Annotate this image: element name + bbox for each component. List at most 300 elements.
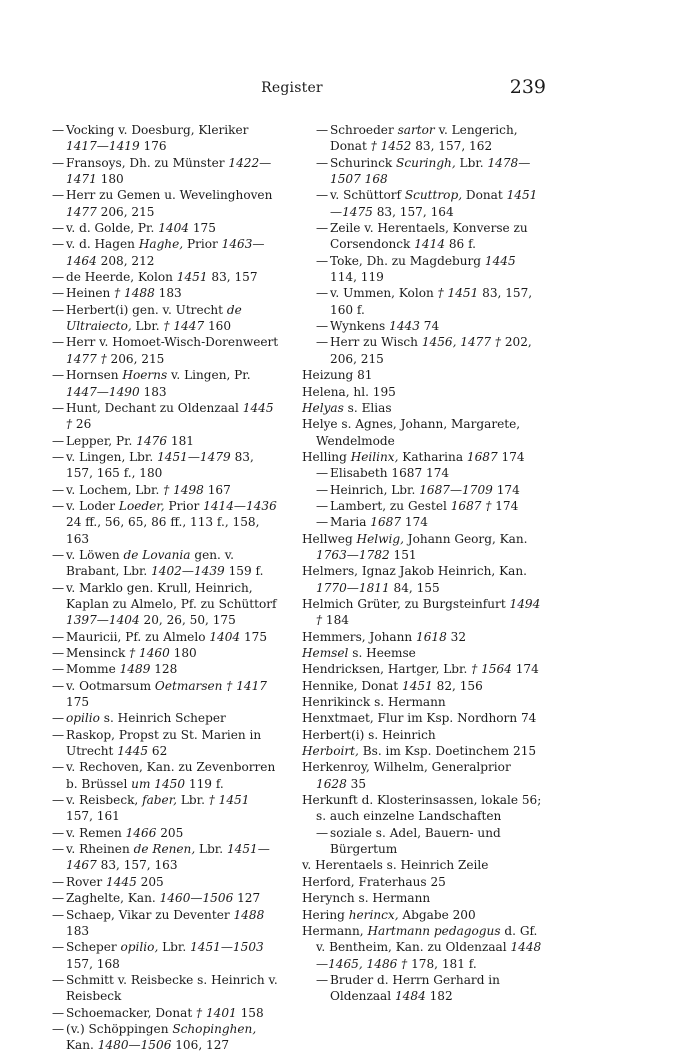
index-entry (302, 825, 544, 858)
entry-text: s. Heemse (348, 646, 416, 660)
entry-text: 174 (497, 449, 525, 464)
entry-text: Wynkens (330, 319, 390, 334)
italic-text: † 1401 (196, 1005, 237, 1020)
italic-text: Helwig, (356, 531, 404, 546)
entry-text: Katharina (398, 449, 467, 464)
entry-text: v. Rechoven, Kan. zu Zevenborren b. Brüssel (66, 760, 276, 791)
index-entry (38, 580, 280, 629)
sub-entry-dash: — (52, 1005, 65, 1020)
entry-text: Mensinck (66, 646, 130, 660)
entry-text: Heinrich, Lbr. (330, 482, 420, 497)
entry-text: v. d. Hagen (66, 237, 139, 252)
entry-text: Schroeder (330, 123, 398, 137)
index-entry (302, 792, 544, 825)
italic-text: 1687 (466, 449, 498, 464)
entry-text: Schmitt v. Reisbecke s. Heinrich v. Reisbeck (66, 972, 278, 1004)
entry-text: 151 (389, 547, 417, 562)
entry-text: v. Ummen, Kolon (330, 286, 438, 301)
italic-text: 1445 † (66, 400, 274, 432)
entry-text: 208, 212 (96, 253, 155, 268)
italic-text: † 1447 (163, 319, 205, 334)
entry-text: 160 (204, 319, 232, 334)
entry-text: 176 (139, 139, 167, 154)
italic-text: faber, (142, 793, 178, 808)
italic-text: 1402—1439 (151, 564, 225, 579)
entry-text: Helye s. Agnes, Johann, Margarete, Wendelmode (302, 417, 521, 448)
index-entry (38, 236, 280, 269)
index-entry (302, 661, 544, 677)
entry-text: Elisabeth 1687 174 (330, 466, 450, 481)
entry-text: v. Lochem, Lbr. (66, 482, 164, 497)
italic-text: 1466 (125, 825, 157, 840)
entry-text: 205 (136, 874, 164, 889)
index-entry (302, 285, 544, 318)
entry-text: 83, 157, 165 f., 180 (66, 449, 254, 481)
entry-text: 83, 157, 160 f. (330, 286, 533, 317)
index-entry (38, 939, 280, 972)
italic-text: opilio, (120, 940, 159, 955)
sub-entry-dash: — (52, 678, 65, 693)
entry-text: 83, 157, 163 (96, 858, 178, 873)
index-entry (302, 678, 544, 694)
italic-text: 1445 (106, 874, 137, 889)
index-entry (302, 694, 544, 710)
entry-text: 175 (66, 695, 90, 710)
sub-entry-dash: — (316, 188, 329, 203)
entry-text: Lbr. (131, 319, 164, 334)
italic-text: 1463—1464 (66, 237, 265, 268)
index-entry (38, 972, 280, 1005)
index-entry (38, 449, 280, 482)
entry-text: 159 f. (224, 564, 264, 579)
entry-text: Raskop, Propst zu St. Marien in Utrecht (66, 727, 262, 759)
entry-text: de Heerde, Kolon (66, 270, 177, 285)
index-entry (38, 841, 280, 874)
index-entry (302, 727, 544, 743)
sub-entry-dash: — (52, 940, 65, 955)
entry-text: Momme (66, 662, 120, 677)
entry-text: 24 ff., 56, 65, 86 ff., 113 f., 158, 163 (66, 515, 260, 546)
entry-text: Herr v. Homoet-Wisch-Dorenweert (66, 335, 279, 350)
index-entry (302, 743, 544, 759)
sub-entry-dash: — (52, 907, 65, 922)
italic-text: 1448—1465, 1486 † (316, 940, 542, 971)
sub-entry-dash: — (316, 286, 329, 301)
italic-text: 1494 † (316, 596, 541, 628)
entry-text: v. Schüttorf (330, 188, 405, 203)
sub-entry-dash: — (52, 662, 65, 677)
entry-text: soziale s. Adel, Bauern- und Bürgertum (330, 825, 501, 857)
sub-entry-dash: — (52, 842, 65, 857)
sub-entry-dash: — (52, 335, 65, 350)
index-entry (38, 727, 280, 760)
italic-text: Herboirt, (302, 744, 359, 759)
italic-text: de Ultraiecto, (66, 302, 242, 334)
entry-text: v. Reisbeck, (66, 793, 143, 808)
sub-entry-dash: — (52, 793, 65, 808)
entry-text: gen. v. Brabant, Lbr. (66, 547, 234, 579)
entry-text: Helena, hl. 195 (302, 384, 396, 399)
entry-text: Henxtmaet, Flur im Ksp. Nordhorn 74 (302, 711, 537, 726)
entry-text: 205 (156, 825, 184, 840)
index-entry (302, 253, 544, 286)
index-entry (302, 890, 544, 906)
sub-entry-dash: — (316, 221, 329, 236)
entry-text: d. Gf. v. Bentheim, Kan. zu Oldenzaal (316, 923, 538, 955)
italic-text: 1451—1467 (66, 842, 270, 873)
entry-text: Hunt, Dechant zu Oldenzaal (66, 400, 243, 415)
italic-text: 1404 (158, 221, 189, 236)
entry-text: Toke, Dh. zu Magdeburg (330, 253, 485, 268)
entry-text: 127 (233, 891, 261, 906)
italic-text: 1484 (394, 989, 426, 1004)
entry-text: 119 f. (185, 776, 224, 791)
sub-entry-dash: — (52, 727, 65, 742)
index-entry (38, 220, 280, 236)
entry-text: Herkunft d. Klosterinsassen, lokale 56; s. auch einzelne Landschaften (302, 793, 542, 824)
index-entry (302, 498, 544, 514)
italic-text: Schopinghen, (172, 1021, 257, 1036)
sub-entry-dash: — (52, 433, 65, 448)
entry-text: 35 (346, 776, 367, 791)
index-entry (38, 629, 280, 645)
entry-text: 83, 157 (207, 270, 258, 285)
index-entry (302, 482, 544, 498)
italic-text: 1445 (484, 253, 516, 268)
entry-text: v. Loder (66, 498, 119, 513)
index-entry (38, 498, 280, 547)
sub-entry-dash: — (316, 335, 329, 350)
index-entry (302, 759, 544, 792)
entry-text: Henrikinck s. Hermann (302, 695, 446, 710)
index-entry (302, 514, 544, 530)
entry-text: 174 (491, 498, 519, 513)
sub-entry-dash: — (52, 155, 65, 170)
index-entry (302, 122, 544, 155)
sub-entry-dash: — (316, 155, 329, 170)
entry-text: Helmers, Ignaz Jakob Heinrich, Kan. (302, 564, 527, 579)
entry-text: Schoemacker, Donat (66, 1005, 197, 1020)
index-entry (38, 678, 280, 711)
entry-text: Zaghelte, Kan. (66, 891, 160, 906)
entry-text: Prior (164, 498, 204, 513)
sub-entry-dash: — (52, 580, 65, 595)
entry-text: Helling (302, 449, 351, 464)
entry-text: 62 (148, 744, 168, 759)
sub-entry-dash: — (52, 188, 65, 203)
entry-text: (v.) Schöppingen (66, 1021, 173, 1036)
entry-text: 180 (96, 172, 124, 187)
entry-text: Hennike, Donat (302, 678, 403, 693)
entry-text: Herr zu Wisch (330, 335, 422, 350)
italic-text: 1443 (389, 319, 420, 334)
sub-entry-dash: — (52, 646, 65, 660)
italic-text: 1451—1475 (330, 188, 538, 219)
index-entry (38, 825, 280, 841)
sub-entry-dash: — (316, 498, 329, 513)
index-entry (302, 465, 544, 481)
index-entry (38, 759, 280, 792)
index-entry (38, 269, 280, 285)
entry-text: Fransoys, Dh. zu Münster (66, 155, 229, 170)
italic-text: 1476 (136, 433, 168, 448)
index-entry (38, 302, 280, 335)
index-entry (302, 400, 544, 416)
index-entry (38, 710, 280, 726)
entry-text: 114, 119 (330, 270, 384, 285)
entry-text: Kan. (66, 1038, 98, 1053)
italic-text: 1414 (414, 237, 446, 252)
index-entry (302, 645, 544, 661)
italic-text: sartor (397, 123, 435, 137)
sub-entry-dash: — (316, 319, 329, 334)
entry-text: 83, 157, 164 (372, 204, 454, 219)
entry-text: Bruder d. Herrn Gerhard in Oldenzaal (330, 972, 500, 1004)
italic-text: Heilinx, (350, 449, 399, 464)
entry-text: Lbr. (195, 842, 227, 857)
entry-text: Hellweg (302, 531, 357, 546)
italic-text: 1618 (416, 629, 447, 644)
index-entry (302, 220, 544, 253)
italic-text: 1404 (209, 629, 241, 644)
italic-text: † 1452 (370, 139, 412, 154)
entry-text: Abgabe 200 (398, 907, 476, 922)
entry-text: Herbert(i) gen. v. Utrecht (66, 302, 227, 317)
entry-text: Hemmers, Johann (302, 629, 417, 644)
italic-text: † 1564 (471, 662, 512, 677)
italic-text: 1451—1503 (190, 940, 264, 955)
sub-entry-dash: — (316, 515, 329, 530)
sub-entry-dash: — (52, 449, 65, 464)
entry-text: v. d. Golde, Pr. (66, 221, 159, 236)
entry-text: s. Heinrich Scheper (99, 711, 226, 726)
entry-text: 128 (150, 662, 178, 677)
entry-text: 206, 215 (106, 351, 165, 366)
italic-text: † 1451 (437, 286, 479, 301)
entry-text: 158 (236, 1005, 264, 1020)
italic-text: 1451 (176, 270, 208, 285)
entry-text: Heizung 81 (302, 368, 373, 383)
italic-text: † 1451 (208, 793, 250, 808)
entry-text: 175 (188, 221, 216, 236)
sub-entry-dash: — (316, 482, 329, 497)
page-number: 239 (509, 76, 546, 98)
entry-text: 181 (167, 433, 194, 448)
sub-entry-dash: — (52, 629, 65, 644)
entry-text: v. Lingen, Lbr. (66, 449, 158, 464)
italic-text: herincx, (348, 907, 399, 922)
entry-text: Maria (330, 515, 371, 530)
italic-text: 1460—1506 (159, 891, 234, 906)
index-entry (302, 531, 544, 564)
sub-entry-dash: — (52, 482, 65, 497)
index-entry (302, 563, 544, 596)
entry-text: 180 (169, 646, 197, 660)
entry-text: 167 (203, 482, 231, 497)
italic-text: 1447—1490 (66, 384, 140, 399)
entry-text: Bs. im Ksp. Doetinchem 215 (358, 744, 537, 759)
index-entry (38, 433, 280, 449)
entry-text: Lambert, zu Gestel (330, 498, 451, 513)
sub-entry-dash: — (316, 466, 329, 481)
index-entry (302, 857, 544, 873)
index-column-right (302, 122, 544, 1005)
index-entry (302, 334, 544, 367)
italic-text: 1687 (370, 515, 402, 530)
entry-text: 157, 168 (66, 956, 120, 971)
italic-text: 1422—1471 (66, 155, 272, 187)
italic-text: Loeder, (118, 498, 165, 513)
entry-text: v. Lingen, Pr. (167, 368, 251, 383)
entry-text: 183 (139, 384, 167, 399)
entry-text: 175 (240, 629, 268, 644)
sub-entry-dash: — (52, 286, 65, 301)
sub-entry-dash: — (52, 825, 65, 840)
entry-text: 174 (492, 482, 520, 497)
entry-text: Scheper (66, 940, 121, 955)
sub-entry-dash: — (52, 123, 65, 137)
entry-text: 206, 215 (96, 204, 155, 219)
index-entry (38, 334, 280, 367)
entry-text: Rover (66, 874, 107, 889)
italic-text: 1417—1419 (66, 139, 140, 154)
entry-text: s. Elias (343, 400, 392, 415)
italic-text: 1451—1479 (157, 449, 231, 464)
italic-text: † 1488 (114, 286, 155, 301)
entry-text: Mauricii, Pf. zu Almelo (66, 629, 210, 644)
sub-entry-dash: — (52, 237, 65, 252)
entry-text: v. Herentaels s. Heinrich Zeile (302, 858, 489, 873)
index-entry (302, 155, 544, 188)
sub-entry-dash: — (52, 547, 65, 562)
index-entry (302, 907, 544, 923)
italic-text: 1478—1507 168 (330, 155, 531, 187)
index-entry (38, 1021, 280, 1054)
italic-text: Haghe, (138, 237, 184, 252)
entry-text: 106, 127 (171, 1038, 230, 1053)
index-entry (302, 367, 544, 383)
index-entry (38, 187, 280, 220)
entry-text: 86 f. (445, 237, 476, 252)
italic-text: um 1450 (131, 776, 186, 791)
index-entry (38, 645, 280, 661)
entry-text: Lbr. (177, 793, 209, 808)
entry-text: Johann Georg, Kan. (403, 531, 528, 546)
italic-text: 1770—1811 (316, 580, 390, 595)
italic-text: Hemsel (302, 646, 349, 660)
italic-text: Helyas (302, 400, 344, 415)
italic-text: † 1498 (163, 482, 204, 497)
italic-text: 1628 (316, 776, 347, 791)
index-entry (38, 122, 280, 155)
italic-text: 1763—1782 (316, 547, 390, 562)
sub-entry-dash: — (316, 253, 329, 268)
index-entry (302, 416, 544, 449)
entry-text: v. Marklo gen. Krull, Heinrich, Kaplan zu Almelo, Pf. zu Schüttorf (66, 580, 277, 611)
entry-text: Schaep, Vikar zu Deventer (66, 907, 234, 922)
italic-text: 1488 (233, 907, 265, 922)
index-entry (302, 596, 544, 629)
italic-text: 1687 † (450, 498, 492, 513)
entry-text: 82, 156 (432, 678, 483, 693)
italic-text: † 1460 (129, 646, 170, 660)
index-column-left (38, 122, 280, 1054)
index-entry (38, 874, 280, 890)
index-entry (38, 907, 280, 940)
entry-text: Hendricksen, Hartger, Lbr. (302, 662, 472, 677)
sub-entry-dash: — (52, 760, 65, 775)
entry-text: 84, 155 (389, 580, 440, 595)
entry-text: Vocking v. Doesburg, Kleriker (66, 123, 249, 137)
sub-entry-dash: — (316, 972, 329, 987)
index-entry (38, 482, 280, 498)
index-entry (38, 285, 280, 301)
italic-text: de Renen, (133, 842, 196, 857)
entry-text: Herbert(i) s. Heinrich (302, 727, 436, 742)
entry-text: Hornsen (66, 368, 123, 383)
index-entry (302, 187, 544, 220)
sub-entry-dash: — (316, 123, 329, 137)
entry-text: Donat (462, 188, 507, 203)
entry-text: Hermann, (302, 923, 368, 938)
index-entry (302, 629, 544, 645)
italic-text: 1414—1436 (203, 498, 277, 513)
entry-text: 184 (322, 613, 349, 628)
italic-text: 1480—1506 (97, 1038, 172, 1053)
entry-text: Schurinck (330, 155, 397, 170)
sub-entry-dash: — (52, 711, 65, 726)
italic-text: 1451 (402, 678, 433, 693)
italic-text: 1456, 1477 † (421, 335, 501, 350)
italic-text: opilio (66, 711, 100, 726)
index-entry (38, 792, 280, 825)
entry-text: 182 (425, 989, 453, 1004)
sub-entry-dash: — (52, 498, 65, 513)
entry-text: v. Löwen (66, 547, 124, 562)
index-entry (38, 400, 280, 433)
index-entry (302, 710, 544, 726)
entry-text: Lbr. (455, 155, 488, 170)
sub-entry-dash: — (52, 302, 65, 317)
entry-text: Herkenroy, Wilhelm, Generalprior (302, 760, 511, 775)
sub-entry-dash: — (52, 874, 65, 889)
entry-text: v. Rheinen (66, 842, 134, 857)
entry-text: Prior (183, 237, 222, 252)
italic-text: de Lovania (123, 547, 191, 562)
italic-text: 1489 (119, 662, 151, 677)
italic-text: 1477 (66, 204, 97, 219)
entry-text: 202, 206, 215 (330, 335, 532, 366)
entry-text: 32 (446, 629, 467, 644)
italic-text: Hoerns (122, 368, 168, 383)
index-entry (302, 972, 544, 1005)
entry-text: Zeile v. Herentaels, Konverse zu Corsendonck (330, 221, 528, 252)
entry-text: 83, 157, 162 (411, 139, 493, 154)
index-entry (38, 661, 280, 677)
index-entry (38, 155, 280, 188)
entry-text: 174 (511, 662, 539, 677)
italic-text: 1687—1709 (419, 482, 493, 497)
entry-text: v. Lengerich, Donat (330, 123, 518, 154)
sub-entry-dash: — (52, 891, 65, 906)
entry-text: v. Ootmarsum (66, 678, 155, 693)
entry-text: Hering (302, 907, 349, 922)
entry-text: Herynch s. Hermann (302, 891, 431, 906)
italic-text: 1445 (117, 744, 149, 759)
index-entry (302, 923, 544, 972)
entry-text: 174 (401, 515, 429, 530)
sub-entry-dash: — (52, 270, 65, 285)
